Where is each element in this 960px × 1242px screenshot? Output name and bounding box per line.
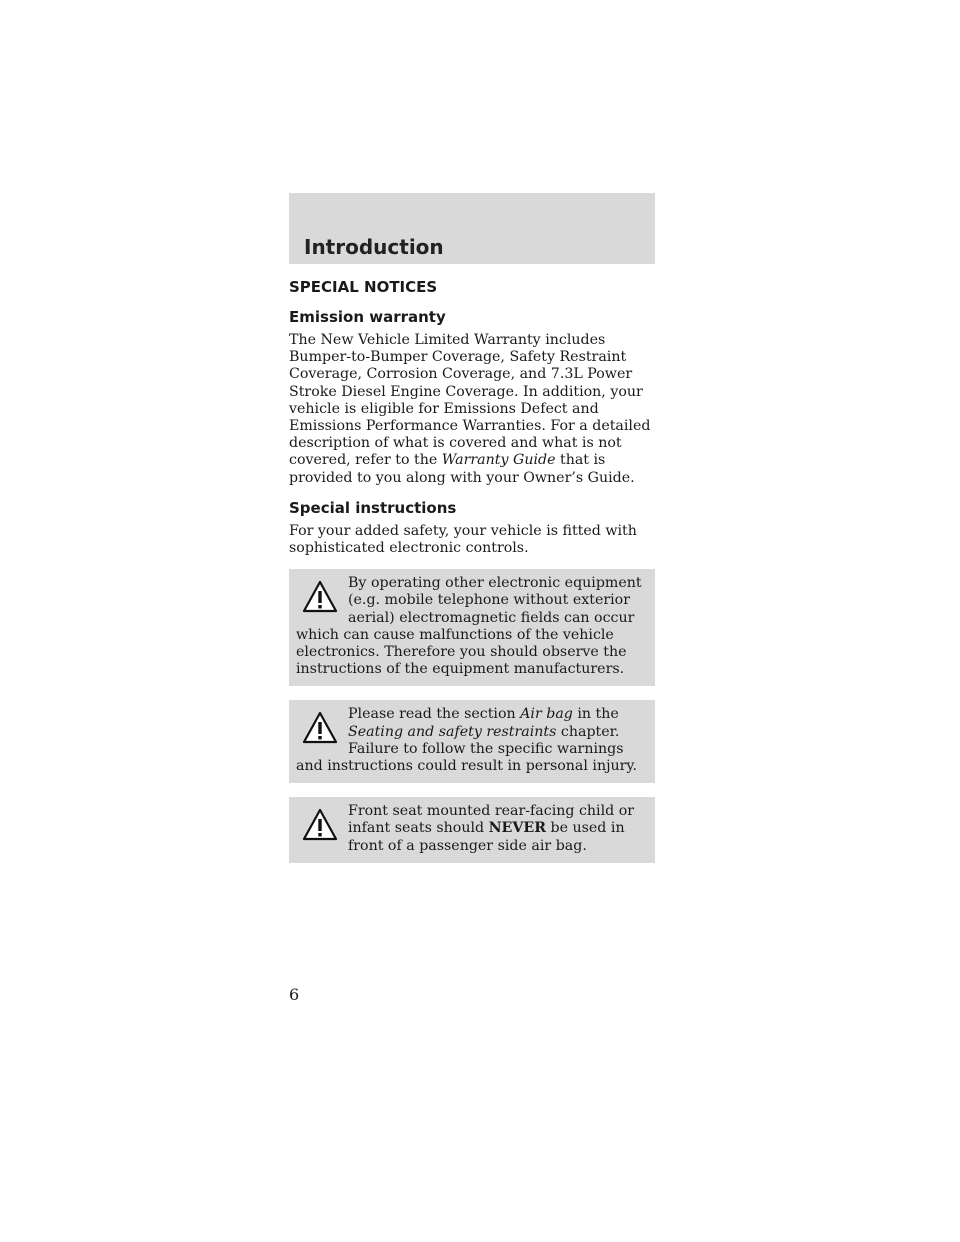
- warning-text-electronics: By operating other electronic equipment (e.g. mobile telephone without exterior aerial) electromagnetic fields can occur which can cause malfunctions of the vehicle electronics. Therefore you should observe the instructions of the equipment manufacturers.: [296, 575, 642, 678]
- warning-box-electronics: [289, 569, 655, 686]
- warning-triangle-icon: [302, 710, 338, 746]
- page-title: Introduction: [304, 235, 444, 259]
- warning-box-airbag: [289, 700, 655, 783]
- warranty-guide-reference: Warranty Guide: [441, 452, 556, 469]
- emission-warranty-heading: Emission warranty: [289, 308, 446, 326]
- section-title: SPECIAL NOTICES: [289, 278, 438, 296]
- warning-text-child-seat: Front seat mounted rear-facing child or infant seats should NEVER be used in front of a passenger side air bag.: [348, 803, 635, 854]
- special-instructions-text: For your added safety, your vehicle is fitted with sophisticated electronic controls.: [289, 522, 637, 557]
- warning-triangle-icon: [302, 579, 338, 615]
- emission-warranty-text: The New Vehicle Limited Warranty includes Bumper-to-Bumper Coverage, Safety Restraint Coverage, Corrosion Coverage, and 7.3L Power Stroke Diesel Engine Coverage. In addition, your vehicle is eligible for Emissions Defect and Emissions Performance Warranties. For a detailed description of what is covered and what is not covered, refer to the Warranty Guide that is provided to you along with your Owner’s Guide.: [289, 332, 651, 486]
- warning-text-airbag: Please read the section Air bag in the Seating and safety restraints chapter. Failure to follow the specific warnings and instructions could result in personal injury.: [296, 706, 638, 775]
- warning-triangle-icon: [302, 807, 338, 843]
- page-number: 6: [289, 985, 300, 1004]
- special-instructions-heading: Special instructions: [289, 498, 457, 517]
- main-content: [289, 278, 655, 877]
- warning-box-child-seat: [289, 797, 655, 863]
- header-band: [289, 193, 655, 264]
